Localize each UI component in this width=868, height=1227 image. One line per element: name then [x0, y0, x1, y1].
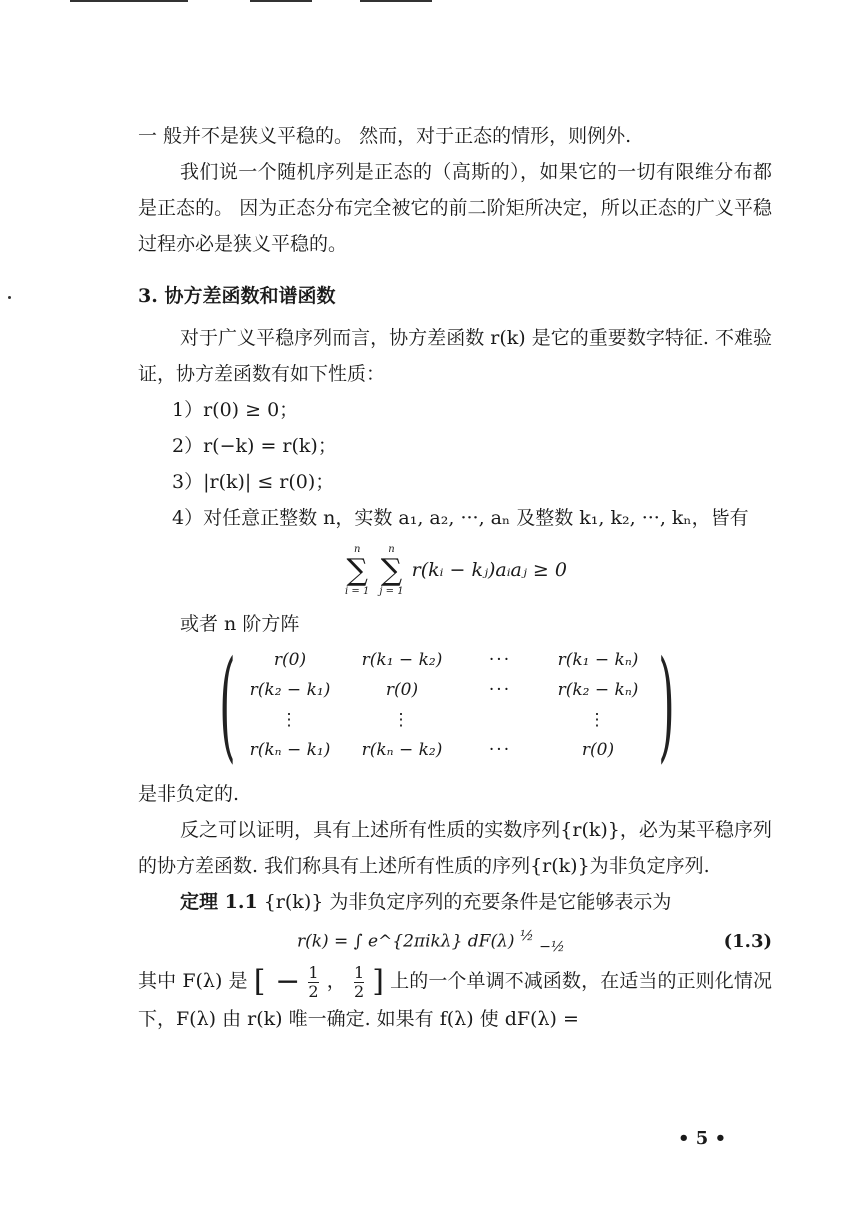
top-rule-2 [250, 0, 312, 2]
right-paren-icon: ) [658, 636, 675, 775]
matrix-grid [234, 650, 654, 770]
top-rule-1 [70, 0, 188, 2]
matrix-cell: r(kₙ − k₁) [249, 740, 331, 760]
covariance-matrix [219, 636, 675, 776]
paragraph-5-end: 上的一个单调不减函数，在适当的正则化情况下，F(λ) 由 r(k) 唯一确定. 如果有 f(λ) 使 dF(λ) = [138, 970, 772, 1030]
page-body [138, 118, 772, 1037]
frac-num: 1 [353, 962, 365, 982]
paragraph-5 [138, 963, 772, 1037]
paragraph-2: 我们说一个随机序列是正态的（高斯的），如果它的一切有限维分布都是正态的。 因为正态分布完全被它的前二阶矩所决定，所以正态的广义平稳过程亦必是狭义平稳的。 [138, 161, 772, 255]
theorem [138, 884, 772, 920]
frac-den: 2 [308, 981, 319, 1001]
page-number: • 5 • [678, 1128, 727, 1149]
matrix-cell: r(0) [581, 740, 615, 760]
property-list [138, 392, 772, 536]
matrix-cell: ··· [488, 650, 512, 670]
sum-i-lower: i = 1 [345, 586, 370, 597]
sum-j-upper: n [388, 544, 395, 555]
equation-expr [138, 928, 724, 955]
integral-upper: ½ [519, 928, 534, 944]
left-paren-icon: ( [219, 636, 236, 775]
matrix-cell: r(k₁ − k₂) [361, 650, 443, 670]
sum-i-upper: n [353, 544, 361, 555]
scan-dot [8, 296, 11, 299]
frac-den: 2 [353, 981, 365, 1001]
property-4: 4）对任意正整数 n，实数 a₁, a₂, ···, aₙ 及整数 k₁, k₂, ···, kₙ，皆有 [172, 507, 749, 529]
sigma-icon: ∑ [346, 553, 368, 588]
theorem-label: 定理 1.1 [180, 891, 258, 913]
fraction-half-1 [308, 964, 318, 1001]
property-3: 3）|r(k)| ≤ r(0)； [172, 471, 335, 493]
matrix-cell: r(kₙ − k₂) [361, 740, 443, 760]
equation-body: r(k) = ∫ e^{2πikλ} dF(λ) [296, 931, 515, 952]
paragraph-3: 对于广义平稳序列而言，协方差函数 r(k) 是它的重要数字特征. 不难验证，协方差函数有如下性质： [138, 327, 772, 385]
matrix-cell: ··· [488, 740, 512, 760]
interval-right: ] [372, 964, 384, 1000]
top-rule-3 [360, 0, 432, 2]
sigma-icon: ∑ [380, 553, 403, 588]
property-1: 1）r(0) ≥ 0； [172, 399, 299, 421]
sum-i [345, 544, 369, 598]
sum-j [379, 544, 403, 598]
matrix-cell: ⋮ [588, 710, 608, 730]
paragraph-1: 一 般并不是狭义平稳的。 然而，对于正态的情形，则例外. [138, 125, 632, 147]
paragraph-4: 反之可以证明，具有上述所有性质的实数序列{r(k)}，必为某平稳序列的协方差函数. 我们称具有上述所有性质的序列{r(k)}为非负定序列. [138, 819, 772, 877]
matrix-cell: r(k₂ − k₁) [249, 680, 331, 700]
fraction-half-2 [354, 964, 364, 1001]
matrix-cell: r(0) [385, 680, 419, 700]
matrix-cell: r(0) [273, 650, 307, 670]
section-heading: 3. 协方差函数和谱函数 [138, 285, 336, 307]
matrix-cell: ⋮ [392, 710, 412, 730]
matrix-cell: r(k₂ − kₙ) [557, 680, 639, 700]
sum-body: r(kᵢ − kⱼ)aᵢaⱼ ≥ 0 [411, 559, 567, 581]
matrix-cell: r(k₁ − kₙ) [557, 650, 639, 670]
interval-sep: ， [326, 970, 346, 993]
frac-num: 1 [308, 962, 319, 982]
matrix-cell: ··· [488, 680, 512, 700]
matrix-cell: ⋮ [280, 710, 300, 730]
equation-1-3 [138, 928, 772, 955]
sum-inequality [138, 544, 772, 598]
property-2: 2）r(−k) = r(k)； [172, 435, 337, 457]
interval-left: [ − [253, 964, 301, 1000]
theorem-text: {r(k)} 为非负定序列的充要条件是它能够表示为 [263, 891, 672, 913]
matrix-cell [458, 710, 542, 740]
sum-j-lower: j = 1 [379, 586, 404, 597]
equation-number: (1.3) [723, 931, 772, 953]
or-matrix-text: 或者 n 阶方阵 [180, 613, 300, 635]
paragraph-5-start: 其中 F(λ) 是 [138, 970, 248, 993]
nonnegative-text: 是非负定的. [138, 783, 240, 805]
integral-lower: −½ [539, 939, 565, 956]
